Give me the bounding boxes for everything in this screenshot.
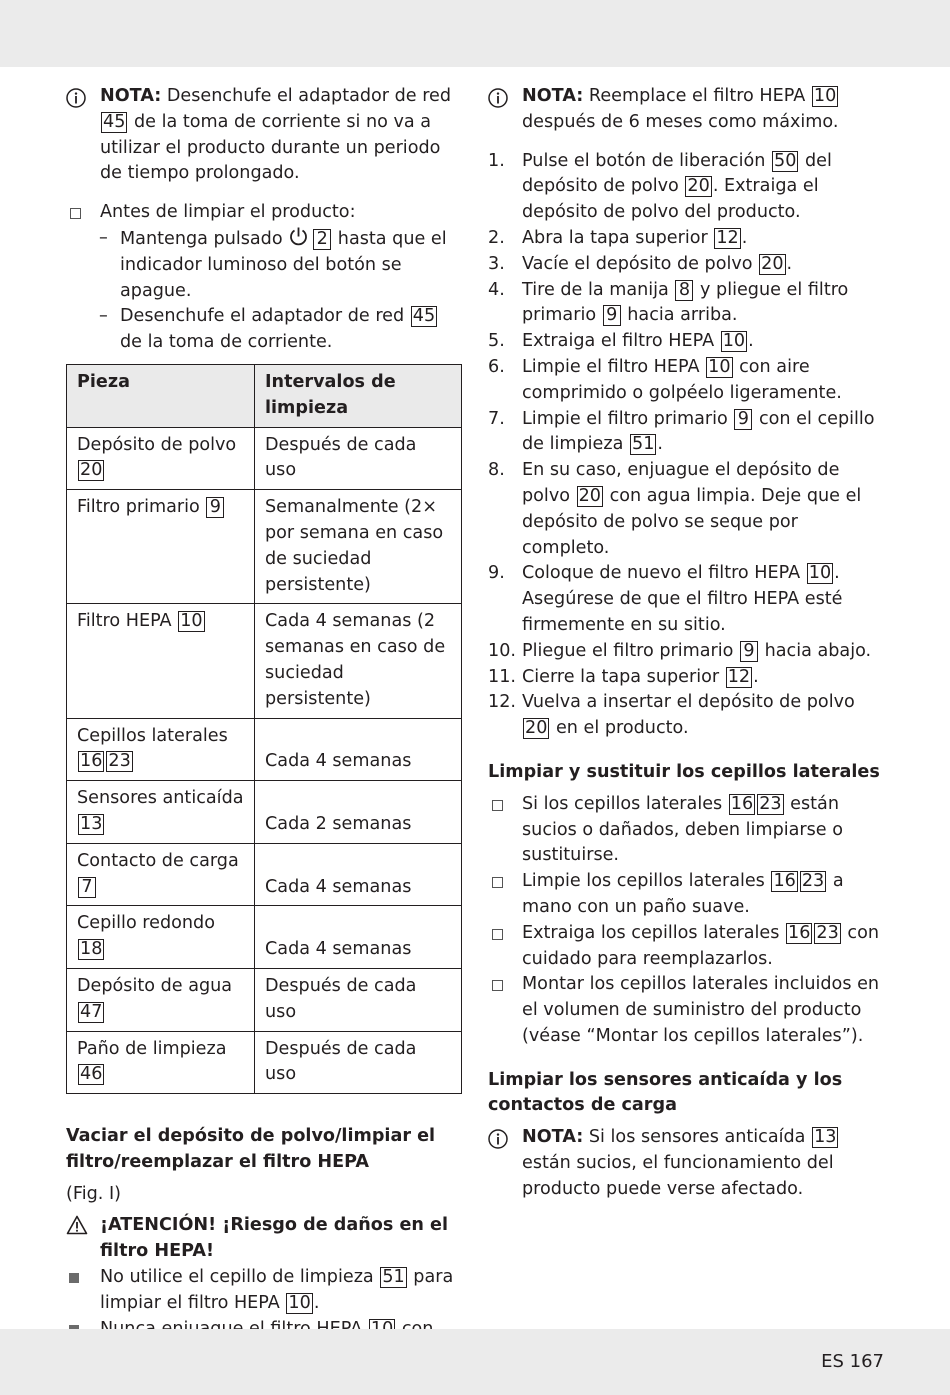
step-text: en el producto. — [550, 718, 689, 739]
ref-number: 12 — [716, 227, 739, 248]
left-column — [66, 84, 462, 1368]
step-number: 7. — [488, 408, 505, 429]
list-text: hasta que el indicador luminoso del botón se apague. — [120, 228, 447, 301]
cell-interval: Después de cada uso — [255, 427, 462, 490]
checkbox-bullet-icon — [492, 980, 503, 991]
list-text: Extraiga los cepillos laterales — [522, 922, 786, 943]
ref-number: 13 — [814, 1127, 837, 1148]
note-text: Reemplace el filtro HEPA — [583, 86, 811, 106]
right-column — [488, 84, 884, 1203]
step-text: hacia abajo. — [759, 640, 872, 661]
note-sensors — [488, 1125, 884, 1202]
list-text: Montar los cepillos laterales incluidos en el volumen de suministro del producto (véase “Montar los cepillos laterales”). — [522, 974, 880, 1046]
step-text: con el cepillo de limpieza — [522, 408, 875, 455]
step-number: 5. — [488, 331, 505, 352]
note-text: después de 6 meses como máximo. — [522, 111, 839, 132]
step-number: 8. — [488, 460, 505, 481]
cell-interval: Cada 4 semanas — [255, 718, 462, 781]
footer-band — [0, 1329, 950, 1395]
piece-name: Filtro HEPA — [77, 611, 172, 632]
step-number: 4. — [488, 279, 505, 300]
step-text: Limpie el filtro HEPA — [522, 356, 706, 377]
checkbox-bullet-icon — [492, 929, 503, 940]
section-heading: Vaciar el depósito de polvo/limpiar el filtro/reemplazar el filtro HEPA — [66, 1126, 436, 1172]
step-text: . — [786, 253, 793, 274]
list-text: están sucios o dañados, deben limpiarse o sustituirse. — [522, 793, 843, 866]
cleaning-intervals-table — [66, 364, 462, 1094]
figure-reference: (Fig. I) — [66, 1183, 121, 1204]
checkbox-bullet-icon — [70, 208, 81, 219]
cell-interval: Cada 4 semanas (2 semanas en caso de suciedad persistente) — [255, 604, 462, 718]
ref-number: 20 — [80, 460, 103, 481]
step-item — [488, 639, 884, 665]
step-text: Limpie el filtro primario — [522, 408, 734, 429]
info-icon — [66, 88, 86, 108]
warning-hepa — [66, 1213, 462, 1265]
step-number: 9. — [488, 563, 505, 584]
list-text: Mantenga pulsado — [120, 228, 289, 249]
note-text: Si los sensores anticaída — [583, 1127, 812, 1148]
checkbox-bullet-icon — [492, 877, 503, 888]
ref-number: 7 — [78, 877, 96, 898]
ref-number: 10 — [722, 331, 746, 352]
ref-number: 2 — [313, 229, 331, 250]
ref-number: 47 — [80, 1001, 103, 1022]
step-text: Coloque de nuevo el filtro HEPA — [522, 563, 806, 584]
ref-number: 50 — [774, 150, 797, 171]
step-number: 10. — [488, 640, 516, 661]
ref-number: 8 — [675, 280, 693, 301]
table-row — [67, 968, 462, 1031]
step-item — [488, 690, 884, 742]
cell-piece — [67, 1031, 255, 1094]
info-icon — [488, 1129, 508, 1149]
dash-bullet: – — [99, 306, 108, 327]
list-text: Antes de limpiar el producto: — [100, 202, 356, 223]
section-heading: Limpiar los sensores anticaída y los contactos de carga — [488, 1069, 843, 1116]
cell-piece — [67, 781, 255, 844]
step-text: En su caso, enjuague el depósito de polvo — [522, 460, 840, 506]
cell-piece — [67, 843, 255, 906]
ref-number: 51 — [632, 434, 655, 455]
step-item — [488, 665, 884, 691]
list-text: No utilice el cepillo de limpieza — [100, 1267, 380, 1288]
piece-name: Contacto de carga — [77, 850, 239, 871]
table-row — [67, 1031, 462, 1094]
ref-number: 16 — [80, 751, 103, 772]
power-icon — [288, 226, 309, 247]
piece-name: Filtro primario — [77, 497, 200, 518]
step-number: 3. — [488, 253, 505, 274]
ref-number: 20 — [525, 718, 548, 739]
note-label: NOTA: — [100, 86, 162, 106]
note-replace-hepa — [488, 84, 884, 136]
cell-interval: Semanalmente (2× por semana en caso de suciedad persistente) — [255, 490, 462, 604]
cell-piece — [67, 718, 255, 781]
step-text: Pliegue el filtro primario — [522, 640, 740, 661]
ref-number: 13 — [80, 813, 103, 834]
step-text: con agua limpia. Deje que el depósito de polvo se seque por completo. — [522, 485, 862, 558]
step-item — [488, 252, 884, 278]
ref-number: 51 — [382, 1267, 405, 1288]
step-number: 6. — [488, 356, 505, 377]
step-text: . — [741, 227, 748, 248]
ref-number: 16 — [788, 922, 811, 943]
step-item — [488, 329, 884, 355]
cell-interval: Después de cada uso — [255, 968, 462, 1031]
piece-name: Cepillos laterales — [77, 725, 228, 746]
step-text: hacia arriba. — [621, 305, 738, 326]
table-row — [67, 427, 462, 490]
ref-number: 23 — [108, 751, 131, 772]
ref-number: 18 — [80, 939, 103, 960]
header-interval: Intervalos de limpieza — [255, 364, 462, 427]
ref-number: 23 — [801, 871, 825, 892]
table-row — [67, 604, 462, 718]
cell-interval: Después de cada uso — [255, 1031, 462, 1094]
step-text: del depósito de polvo — [522, 150, 832, 197]
warning-text: ¡ATENCIÓN! ¡Riesgo de daños en el filtro HEPA! — [100, 1215, 448, 1262]
ref-number: 9 — [603, 305, 621, 326]
cell-piece — [67, 490, 255, 604]
cell-interval: Cada 4 semanas — [255, 843, 462, 906]
step-item — [488, 458, 884, 561]
piece-name: Paño de limpieza — [77, 1038, 227, 1059]
list-text: para limpiar el filtro HEPA — [100, 1267, 454, 1313]
ref-number: 45 — [412, 306, 436, 327]
step-text: Extraiga el filtro HEPA — [522, 331, 720, 352]
step-item — [488, 407, 884, 459]
list-text: Desenchufe el adaptador de red — [120, 306, 410, 327]
note-label: NOTA: — [522, 1127, 584, 1148]
ref-number: 20 — [761, 253, 784, 274]
page-number: ES 167 — [821, 1351, 884, 1372]
step-text: con aire comprimido o golpéelo ligeramente. — [522, 356, 842, 403]
list-text: Limpie los cepillos laterales — [522, 871, 771, 892]
piece-name: Sensores anticaída — [77, 788, 244, 809]
ref-number: 23 — [759, 793, 782, 814]
step-text: Cierre la tapa superior — [522, 666, 725, 687]
note-text: de la toma de corriente si no va a utilizar el producto durante un periodo de tiempo prolongado. — [100, 111, 441, 184]
ref-number: 20 — [687, 176, 710, 197]
step-item — [488, 561, 884, 638]
header-piece: Pieza — [67, 364, 255, 427]
list-item — [488, 921, 884, 973]
step-text: . — [748, 331, 754, 352]
ref-number: 16 — [730, 793, 754, 814]
note-text: Desenchufe el adaptador de red — [161, 86, 452, 106]
step-item — [488, 355, 884, 407]
cell-piece — [67, 427, 255, 490]
list-text: a mano con un paño suave. — [522, 871, 844, 917]
cell-piece — [67, 968, 255, 1031]
step-number: 2. — [488, 227, 505, 248]
table-row — [67, 906, 462, 969]
ref-number: 46 — [80, 1064, 103, 1085]
ref-number: 45 — [103, 111, 126, 132]
ref-number: 12 — [727, 666, 751, 687]
cell-interval: Cada 4 semanas — [255, 906, 462, 969]
dash-item — [66, 304, 462, 356]
dash-bullet: – — [99, 227, 108, 248]
step-item — [488, 278, 884, 330]
list-item — [488, 869, 884, 921]
ref-number: 9 — [734, 409, 752, 430]
warning-icon — [66, 1215, 88, 1235]
ref-number: 10 — [180, 611, 203, 632]
table-row — [67, 843, 462, 906]
list-item — [488, 792, 884, 869]
dash-item — [66, 226, 462, 304]
list-item — [66, 1265, 462, 1317]
ref-number: 10 — [708, 356, 731, 377]
list-text: . — [313, 1292, 320, 1313]
info-icon — [488, 88, 508, 108]
step-text: Abra la tapa superior — [522, 227, 714, 248]
step-text: Pulse el botón de liberación — [522, 150, 772, 171]
step-text: . — [657, 434, 663, 455]
list-text: Si los cepillos laterales — [522, 793, 728, 814]
note-text: están sucios, el funcionamiento del producto puede verse afectado. — [522, 1153, 834, 1199]
list-text: con cuidado para reemplazarlos. — [522, 922, 879, 969]
ref-number: 23 — [816, 922, 839, 943]
step-number: 12. — [488, 692, 516, 713]
ref-number: 10 — [813, 86, 837, 106]
cell-piece — [67, 906, 255, 969]
checkbox-bullet-icon — [492, 800, 503, 811]
table-header-row — [67, 364, 462, 427]
piece-name: Cepillo redondo — [77, 913, 215, 934]
step-text: . Extraiga el depósito de polvo del producto. — [522, 176, 819, 223]
table-row — [67, 781, 462, 844]
note-label: NOTA: — [522, 86, 584, 106]
step-item — [488, 149, 884, 226]
ref-number: 16 — [773, 871, 796, 892]
steps-list — [488, 149, 884, 742]
ref-number: 9 — [206, 497, 224, 518]
step-text: . Asegúrese de que el filtro HEPA esté firmemente en su sitio. — [522, 563, 843, 635]
before-cleaning-item — [66, 200, 462, 226]
step-item — [488, 226, 884, 252]
ref-number: 9 — [740, 641, 758, 662]
square-bullet-icon — [69, 1273, 79, 1283]
piece-name: Depósito de polvo — [77, 434, 237, 455]
cell-piece — [67, 604, 255, 718]
section-heading: Limpiar y sustituir los cepillos laterales — [488, 761, 880, 782]
step-text: Tire de la manija — [522, 279, 675, 300]
ref-number: 10 — [808, 563, 832, 584]
table-row — [67, 718, 462, 781]
ref-number: 10 — [288, 1292, 311, 1313]
list-item — [488, 972, 884, 1049]
ref-number: 20 — [578, 485, 601, 506]
piece-name: Depósito de agua — [77, 975, 233, 996]
note-unplug — [66, 84, 462, 187]
header-band — [0, 0, 950, 67]
step-text: y pliegue el filtro primario — [522, 279, 849, 326]
step-text: Vuelva a insertar el depósito de polvo — [522, 692, 855, 713]
step-number: 1. — [488, 150, 505, 171]
step-number: 11. — [488, 666, 516, 687]
list-text: de la toma de corriente. — [120, 332, 333, 353]
table-row — [67, 490, 462, 604]
cell-interval: Cada 2 semanas — [255, 781, 462, 844]
step-text: Vacíe el depósito de polvo — [522, 253, 759, 274]
step-text: . — [753, 666, 759, 687]
